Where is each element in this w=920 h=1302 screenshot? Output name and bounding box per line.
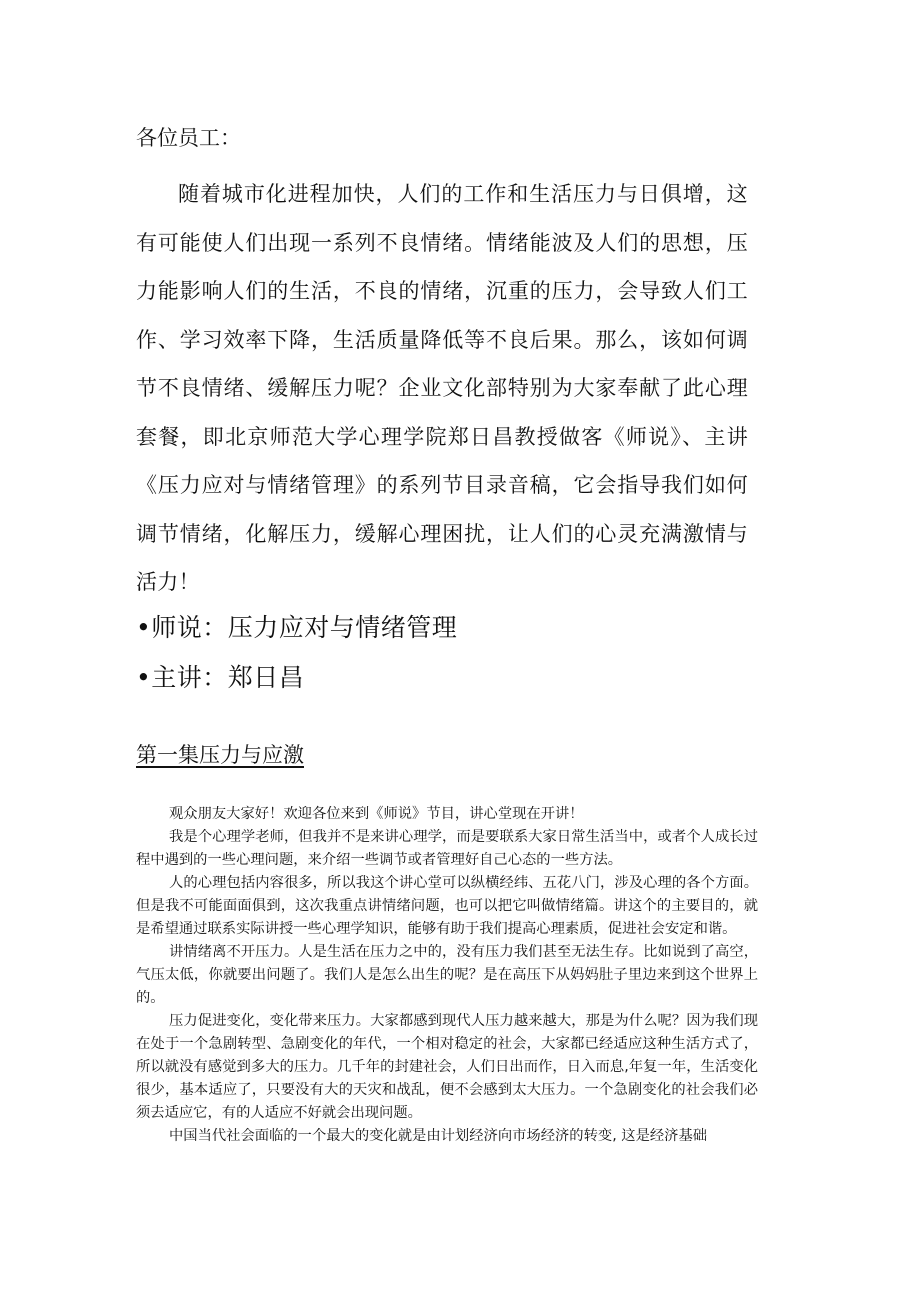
intro-paragraph: 随着城市化进程加快，人们的工作和生活压力与日俱增，这有可能使人们出现一系列不良情绪。情绪能波及人们的思想，压力能影响人们的生活，不良的情绪，沉重的压力，会导致人们工作、学习效率下降，生活质量降低等不良后果。那么，该如何调节不良情绪、缓解压力呢？企业文化部特别为大家奉献了此心理套餐，即北京师范大学心理学院郑日昌教授做客《师说》、主讲《压力应对与情绪管理》的系列节目录音稿，它会指导我们如何调节情绪，化解压力，缓解心理困扰，让人们的心灵充满激情与活力！: [136, 182, 748, 594]
episode-title: 第一集压力与应激: [136, 743, 304, 767]
transcript-paragraph: 讲情绪离不开压力。人是生活在压力之中的，没有压力我们甚至无法生存。比如说到了高空，气压太低，你就要出问题了。我们人是怎么出生的呢？是在高压下从妈妈肚子里边来到这个世界上的。: [136, 944, 758, 1006]
transcript: [136, 803, 758, 1148]
greeting: 各位员工：: [136, 126, 241, 150]
speaker-line: •主讲：郑日昌: [136, 663, 305, 692]
transcript-paragraph: 人的心理包括内容很多，所以我这个讲心堂可以纵横经纬、五花八门，涉及心理的各个方面。但是我不可能面面俱到，这次我重点讲情绪问题，也可以把它叫做情绪篇。讲这个的主要目的，就是希望通过联系实际讲授一些心理学知识，能够有助于我们提高心理素质，促进社会安定和谐。: [136, 875, 758, 937]
transcript-paragraph: 中国当代社会面临的一个最大的变化就是由计划经济向市场经济的转变, 这是经济基础: [169, 1128, 708, 1144]
series-title: •师说：压力应对与情绪管理: [136, 613, 458, 642]
program-info: [136, 603, 776, 703]
transcript-paragraph: 我是个心理学老师，但我并不是来讲心理学，而是要联系大家日常生活当中，或者个人成长过程中遇到的一些心理问题，来介绍一些调节或者管理好自己心态的一些方法。: [136, 829, 758, 868]
transcript-paragraph: 压力促进变化，变化带来压力。大家都感到现代人压力越来越大，那是为什么呢？因为我们现在处于一个急剧转型、急剧变化的年代，一个相对稳定的社会，大家都已经适应这种生活方式了，所以就没有感觉到多大的压力。几千年的封建社会，人们日出而作，日入而息,年复一年，生活变化很少，基本适应了，只要没有大的天灾和战乱，便不会感到太大压力。一个急剧变化的社会我们必须去适应它，有的人适应不好就会出现问题。: [136, 1013, 758, 1121]
transcript-paragraph: 观众朋友大家好！欢迎各位来到《师说》节目，讲心堂现在开讲！: [169, 806, 584, 822]
